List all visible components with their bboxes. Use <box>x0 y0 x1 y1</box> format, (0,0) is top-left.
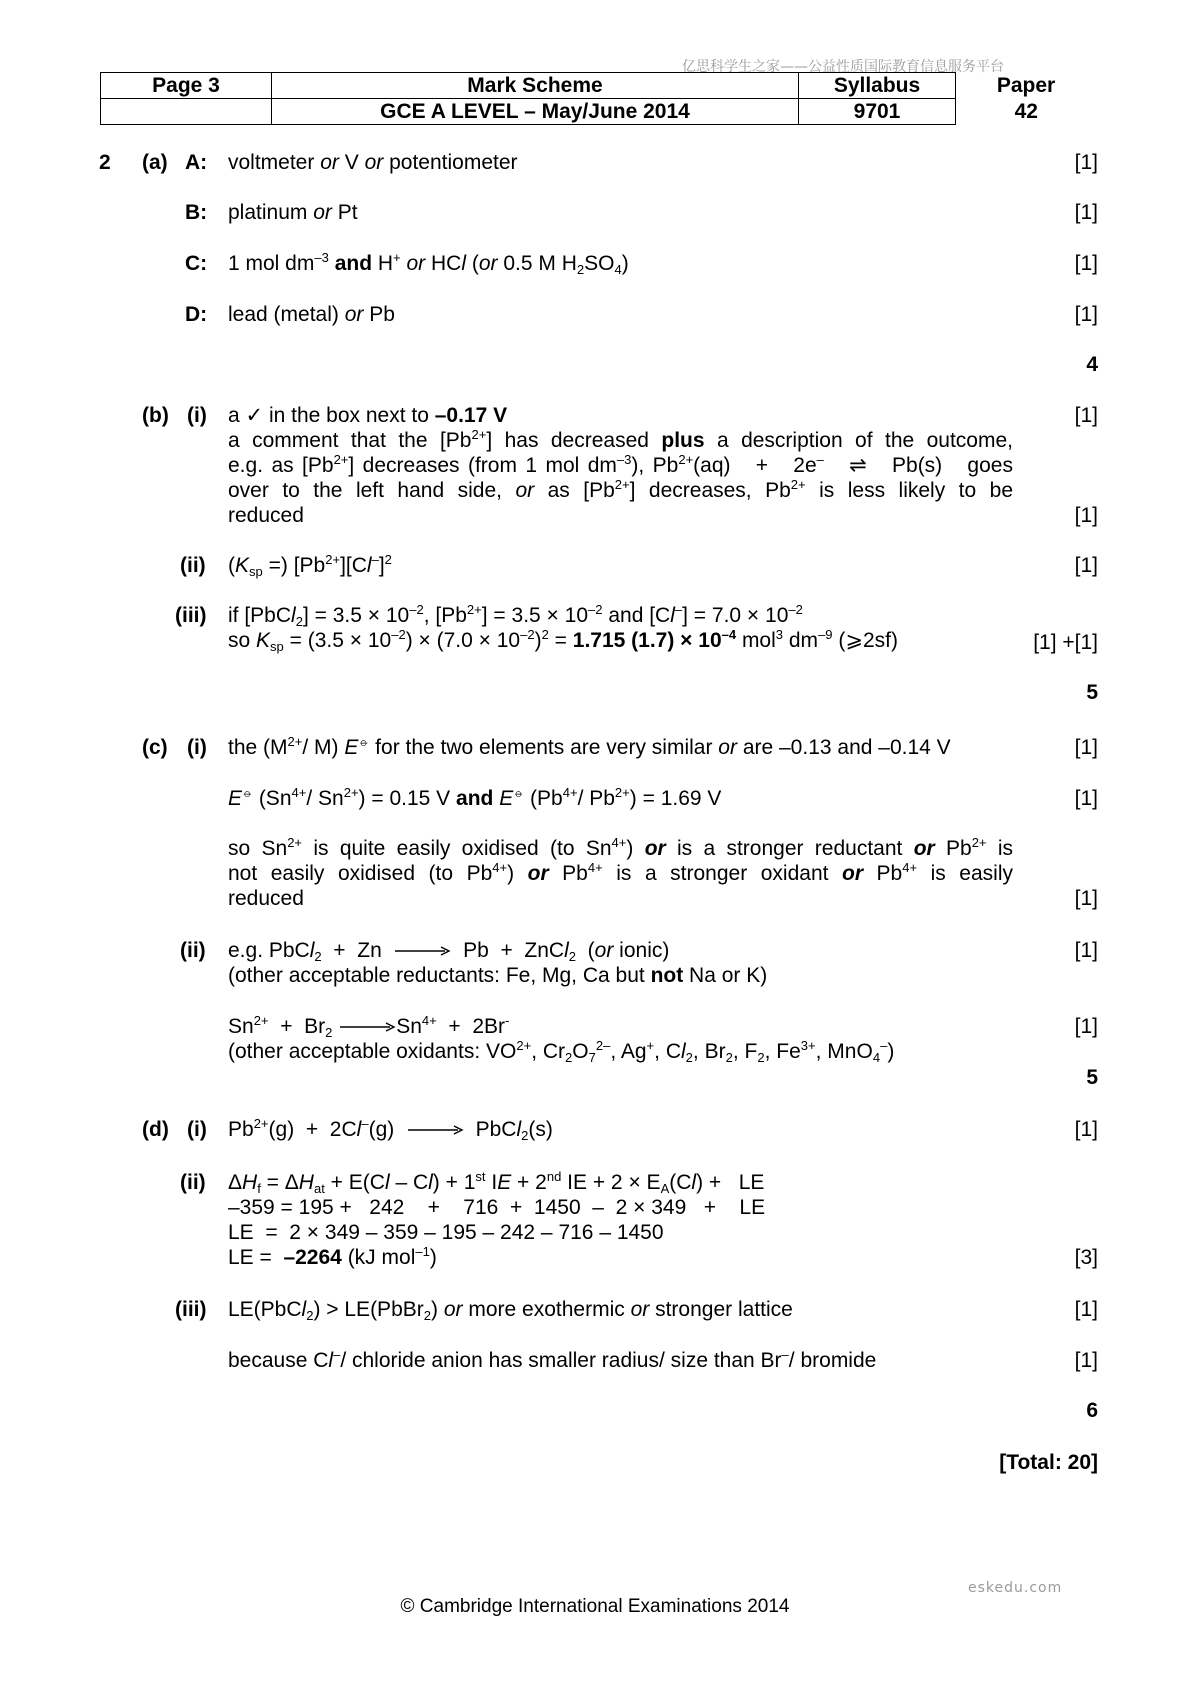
answer-b-i-4: over to the left hand side, or as $[Pb^{2+}]$ decreases, $Pb^{2+}$ is less likely to be <box>228 477 1014 502</box>
sub-iii-label: (iii) <box>175 604 207 627</box>
answer-d-iii-1: LE(PbCl$_2$) > LE(PbBr$_2$) or more exothermic or stronger lattice <box>228 1298 793 1323</box>
reaction-arrow-icon <box>338 1022 396 1032</box>
header-exam: GCE A LEVEL – May/June 2014 <box>272 99 799 125</box>
watermark-bottom: eskedu.com <box>968 1580 1063 1596</box>
header-syllabus-label: Syllabus <box>799 73 956 99</box>
answer-c-ii-3: $Sn^{2+} + Br_2$ $Sn^{4+} + 2Br^-$ <box>228 1013 510 1040</box>
part-b-total: 5 <box>1086 681 1098 704</box>
mark: [1] <box>1074 151 1098 174</box>
answer-d-ii-1: $\Delta H_f = \Delta H_{at} + E(Cl - Cl) + 1st$ IE + 2nd IE + $2 \times E_A(Cl)$ + LE <box>228 1169 765 1196</box>
sub-ii-label: (ii) <box>180 1171 206 1194</box>
sub-ii-label: (ii) <box>180 554 206 577</box>
header-doc-title: Mark Scheme <box>272 73 799 99</box>
sub-ii-label: (ii) <box>180 939 206 962</box>
answer-c-ii-1: e.g. PbCl$_2$ + Zn Pb + ZnCl$_2$ (or ionic) <box>228 939 670 964</box>
answer-d-iii-2: because Cl–/ chloride anion has smaller radius/ size than Br–/ bromide <box>228 1347 877 1372</box>
item-c-label: C: <box>185 252 208 275</box>
answer-d-ii-4: LE = –2264 (kJ mol$^{-1}$) <box>228 1244 437 1269</box>
part-c-label: (c) <box>142 736 168 759</box>
question-number: 2 <box>99 151 111 174</box>
answer-c-i-4: not easily oxidised (to $Pb^{4+}$) or $Pb^{4+}$ is a stronger oxidant or $Pb^{4+}$ is easily <box>228 860 1014 885</box>
part-c-total: 5 <box>1086 1066 1098 1089</box>
watermark-top: 亿思科学生之家——公益性质国际教育信息服务平台 <box>682 59 1004 75</box>
reaction-arrow-icon <box>406 1125 464 1135</box>
footer-copyright: © Cambridge International Examinations 2014 <box>400 1596 790 1617</box>
mark: [1] <box>1074 1015 1098 1038</box>
sub-i-label: (i) <box>187 404 207 427</box>
answer-c-ii-4: (other acceptable oxidants: $VO^{2+}$, $Cr_2O_7^{2-}$, Ag+, $Cl_2$, $Br_2$, $F_2$, $Fe^{3+}$, MnO$_4$–) <box>228 1038 895 1065</box>
mark: [3] <box>1074 1246 1098 1269</box>
mark: [1] <box>1074 887 1098 910</box>
mark: [1] <box>1074 252 1098 275</box>
mark: [1] <box>1074 554 1098 577</box>
answer-b-i-2: a comment that the $[Pb^{2+}]$ has decreased plus a description of the outcome, <box>228 427 1013 452</box>
mark: [1] <box>1074 303 1098 326</box>
header-syllabus: 9701 <box>799 99 956 125</box>
answer-c-i-3: so $Sn^{2+}$ is quite easily oxidised (to $Sn^{4+}$) or is a stronger reductant or $Pb^{2+}$ is <box>228 835 1014 860</box>
mark: [1] +[1] <box>1033 631 1098 654</box>
answer-a-B: platinum or Pt <box>228 201 358 224</box>
answer-b-i-5: reduced <box>228 504 304 527</box>
mark: [1] <box>1074 504 1098 527</box>
answer-b-ii: ($K_{sp}$ =) $[Pb^{2+}][Cl^-]^2$ <box>228 552 392 579</box>
answer-a-A: voltmeter or V or potentiometer <box>228 151 518 174</box>
sub-i-label: (i) <box>187 1118 207 1141</box>
sub-iii-label: (iii) <box>175 1298 207 1321</box>
grand-total: [Total: 20] <box>999 1451 1098 1474</box>
part-b-label: (b) <box>142 404 169 427</box>
answer-a-D: lead (metal) or Pb <box>228 303 395 326</box>
answer-d-ii-2: –359 = 195 + 242 + 716 + 1450 – 2 × 349 + LE <box>228 1196 766 1219</box>
header-table <box>100 72 1097 125</box>
answer-b-i-3: e.g. as $[Pb^{2+}]$ decreases (from 1 mol $dm^{-3}$), $Pb^{2+}(aq) + 2e^-$ ⇌ Pb(s) goes <box>228 452 1013 477</box>
header-empty-cell <box>101 99 272 125</box>
header-paper: 42 <box>1014 99 1038 123</box>
part-d-total: 6 <box>1086 1399 1098 1422</box>
mark: [1] <box>1074 1349 1098 1372</box>
answer-a-C: 1 mol $dm^{-3}$ and H+ or HCl (or 0.5 M $H_2SO_4$) <box>228 250 629 277</box>
header-page: Page 3 <box>101 73 272 99</box>
answer-b-iii-2: so $K_{sp} = (3.5 \times 10^{-2}) \times (7.0 \times 10^{-2})^2 = 1.715$ $(1.7) \times 10^{-4}$ mol$^3$ $dm^{-9}$ (⩾2sf) <box>228 627 898 654</box>
mark: [1] <box>1074 404 1098 427</box>
answer-d-ii-3: LE = 2 × 349 – 359 – 195 – 242 – 716 – 1450 <box>228 1221 664 1244</box>
answer-c-i-5: reduced <box>228 887 304 910</box>
answer-d-i: $Pb^{2+}(g) + 2Cl^-(g)$ PbCl$_2$(s) <box>228 1116 553 1143</box>
mark: [1] <box>1074 787 1098 810</box>
mark: [1] <box>1074 1118 1098 1141</box>
part-a-label: (a) <box>142 151 168 174</box>
answer-c-ii-2: (other acceptable reductants: Fe, Mg, Ca but not Na or K) <box>228 964 768 987</box>
item-d-label: D: <box>185 303 208 326</box>
item-a-label: A: <box>185 151 208 174</box>
answer-c-i-2: E⦵ ($Sn^{4+}/$ $Sn^{2+}) = 0.15$ V and E⦵ ($Pb^{4+}/$ $Pb^{2+}) = 1.69$ V <box>228 785 722 810</box>
reaction-arrow-icon <box>393 946 451 956</box>
answer-c-i-1: the ($M^{2+}/$ M) E⦵ for the two elements are very similar or are –0.13 and –0.14 V <box>228 734 951 759</box>
sub-i-label: (i) <box>187 736 207 759</box>
answer-b-i-1: a ✓ in the box next to –0.17 V <box>228 404 508 427</box>
mark: [1] <box>1074 1298 1098 1321</box>
mark: [1] <box>1074 201 1098 224</box>
mark: [1] <box>1074 736 1098 759</box>
part-d-label: (d) <box>142 1118 169 1141</box>
item-b-label: B: <box>185 201 208 224</box>
header-paper-label: Paper <box>996 73 1056 97</box>
answer-b-iii-1: if [PbCl$_2$] = $3.5 \times 10^{-2}$, $[Pb^{2+}] = 3.5 \times 10^{-2}$ and $[Cl^-] = 7.0 \times 10^{-2}$ <box>228 602 803 629</box>
part-a-total: 4 <box>1086 353 1098 376</box>
mark: [1] <box>1074 939 1098 962</box>
